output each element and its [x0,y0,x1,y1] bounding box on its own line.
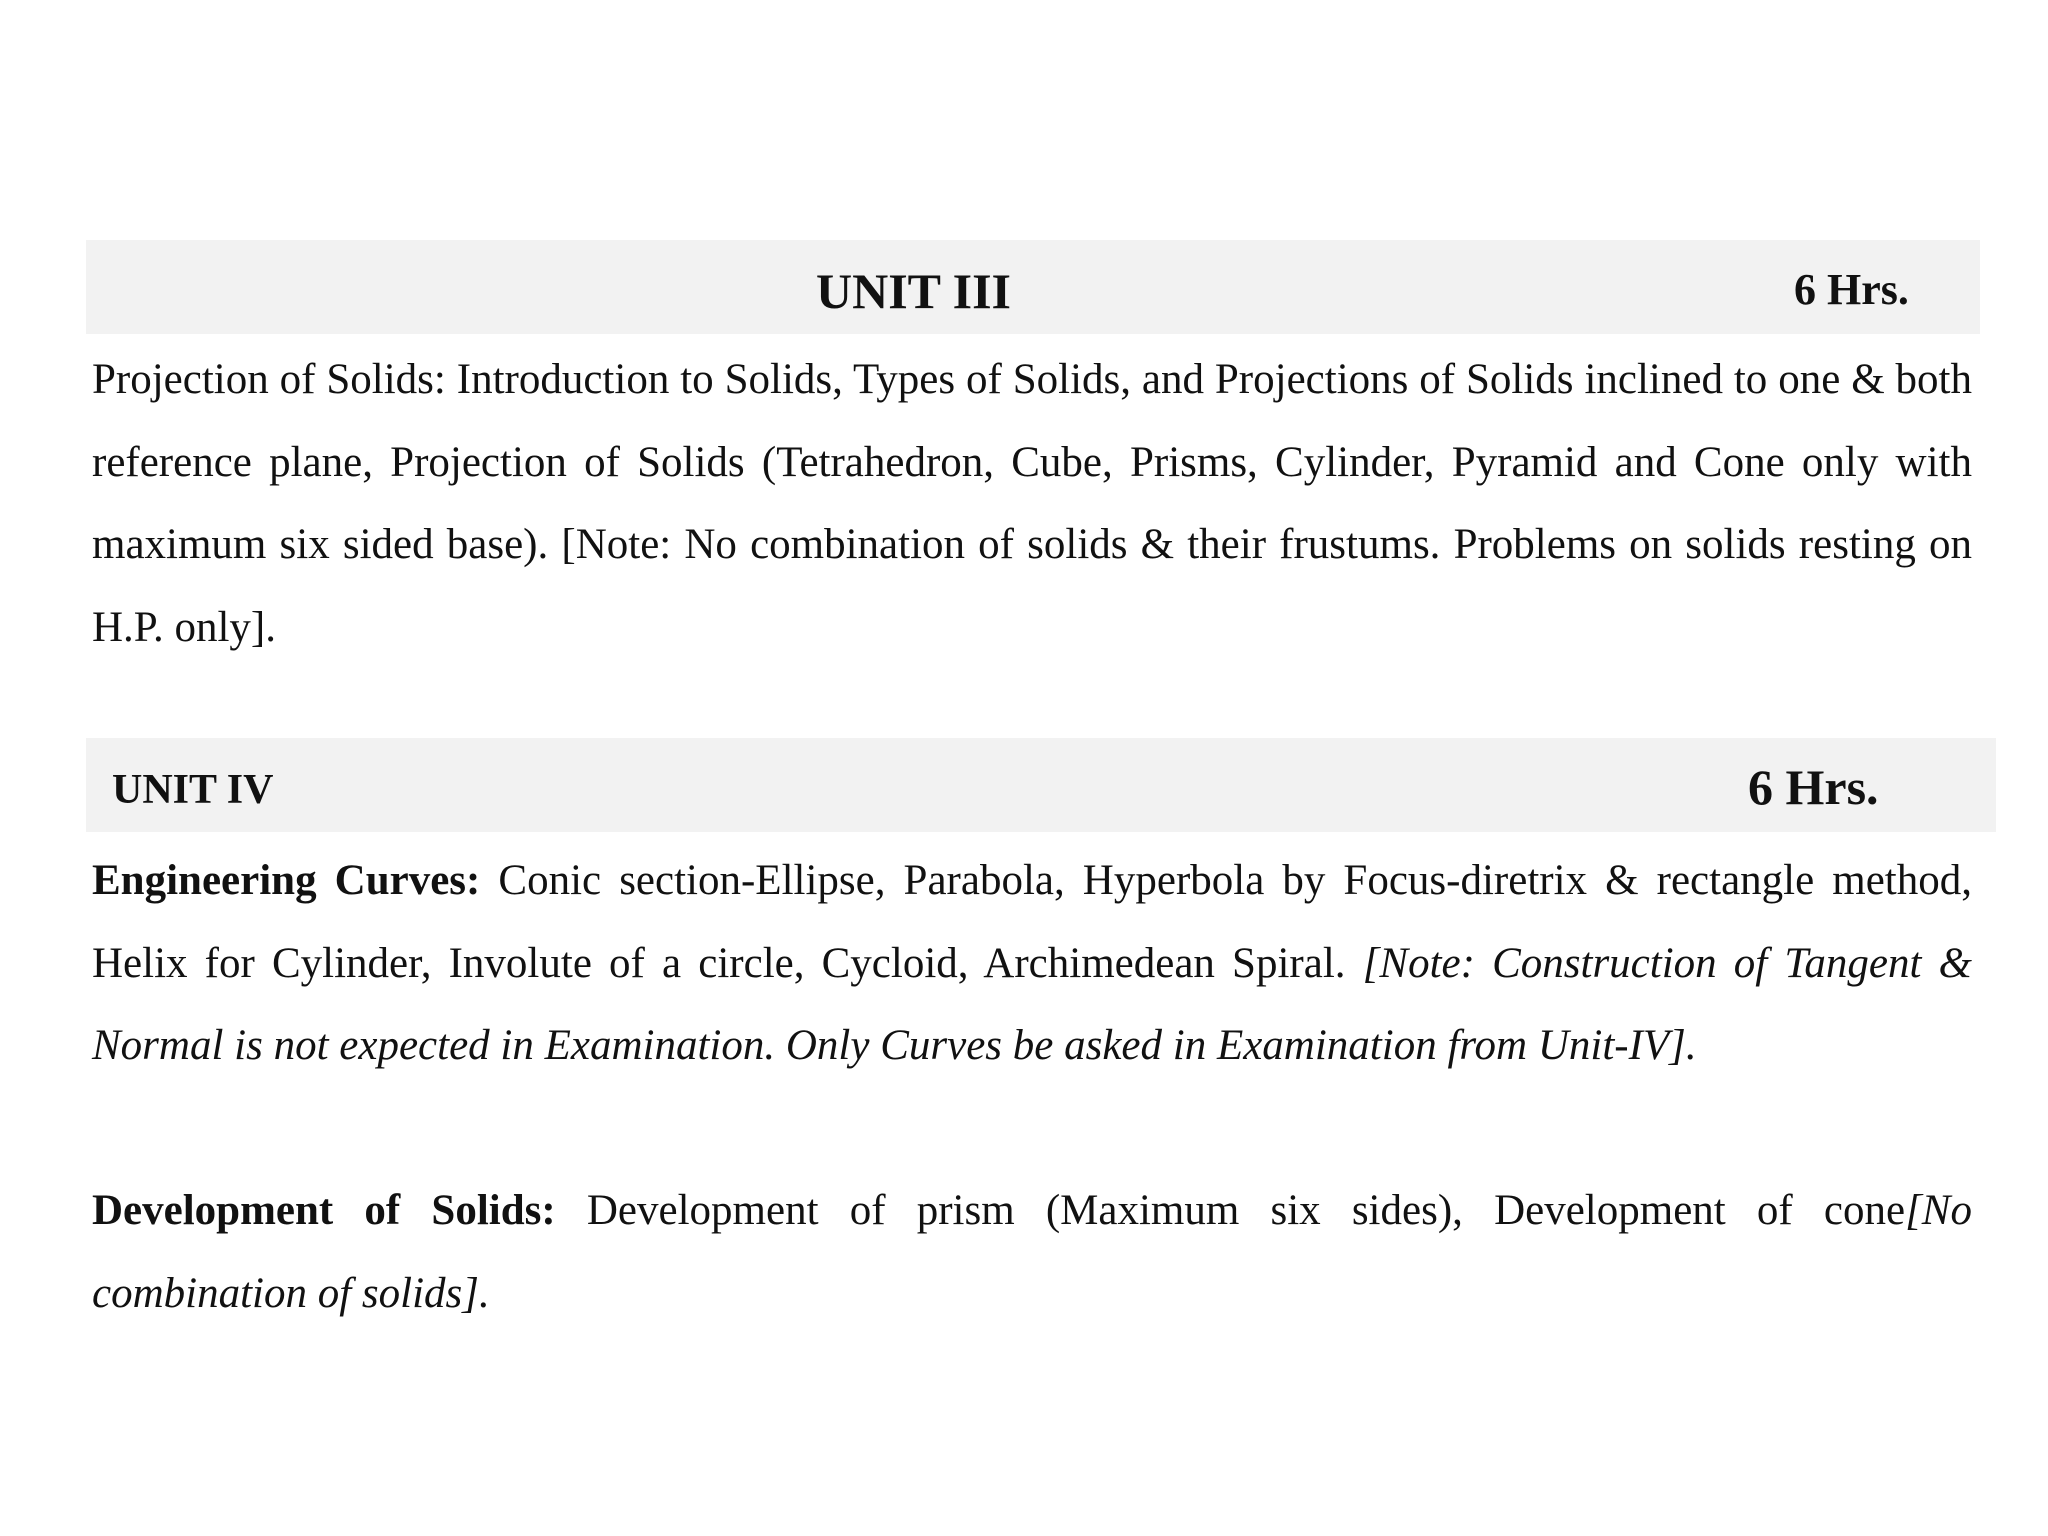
development-label: Development of Solids: [92,1187,556,1234]
development-text: Development of prism (Maximum six sides), Development of cone [555,1187,1906,1234]
development-note: [No combination of solids]. [92,1187,1972,1317]
unit4-development-paragraph [92,1170,1972,1335]
unit3-header-bar [86,240,1980,334]
unit3-hours: 6 Hrs. [1794,265,1909,314]
unit4-hours: 6 Hrs. [1748,759,1879,815]
unit3-body: Projection of Solids: Introduction to Solids, Types of Solids, and Projections of Solids inclined to one & both reference plane, Projection of Solids (Tetrahedron, Cube, Prisms, Cylinder, Pyramid and Cone only with maximum six sided base). [Note: No combination of solids & their frustums. Problems on solids resting on H.P. only]. [92,356,1972,651]
unit4-curves-paragraph [92,840,1972,1088]
curves-text: Conic section-Ellipse, Parabola, Hyperbola by Focus-diretrix & rectangle method, Helix for Cylinder, Involute of a circle, Cycloid, Archimedean Spiral. [92,857,1972,987]
unit3-title: UNIT III [816,263,1011,319]
unit4-title: UNIT IV [112,767,274,813]
curves-note: [Note: Construction of Tangent & Normal is not expected in Examination. Only Curves be asked in Examination from Unit-IV]. [92,939,1972,1069]
curves-label: Engineering Curves: [92,857,481,904]
unit4-header-bar [86,738,1996,832]
